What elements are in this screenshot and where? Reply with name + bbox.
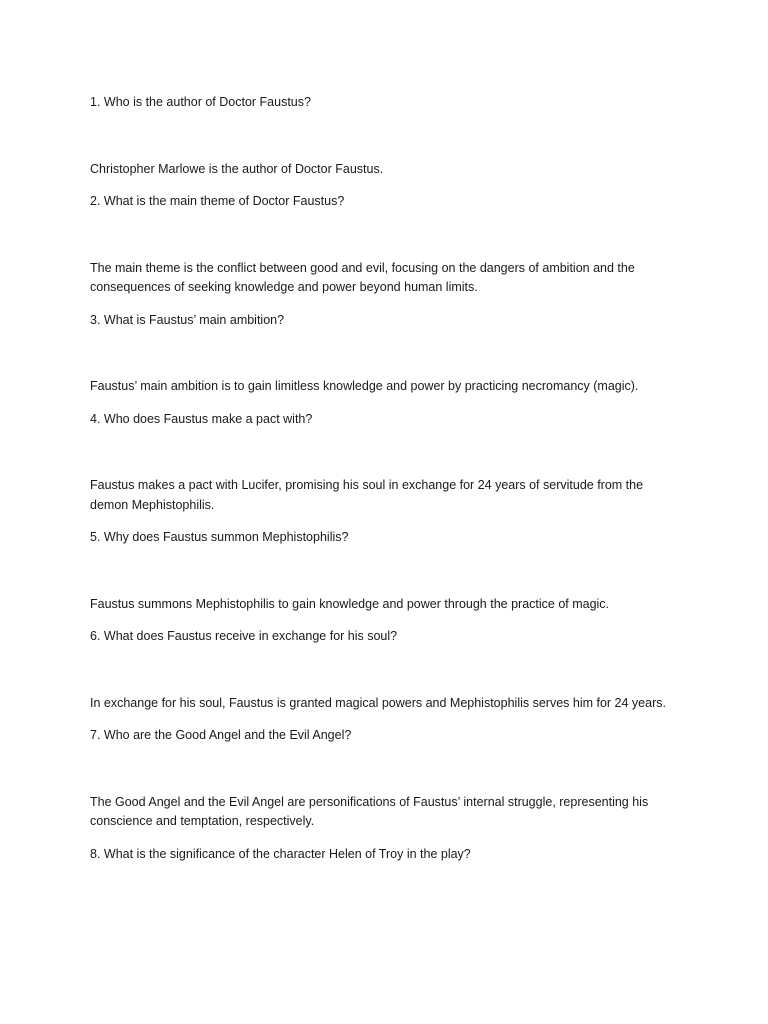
spacer <box>90 429 680 476</box>
spacer <box>90 647 680 694</box>
spacer <box>90 515 680 528</box>
question-3: 3. What is Faustus’ main ambition? <box>90 312 285 327</box>
answer-7: The Good Angel and the Evil Angel are personifications of Faustus’ internal struggle, representing his conscience and temptation, respectively. <box>90 794 649 828</box>
spacer <box>90 832 680 845</box>
question-1: 1. Who is the author of Doctor Faustus? <box>90 95 311 109</box>
spacer <box>90 397 680 410</box>
spacer <box>90 548 680 595</box>
spacer <box>90 713 680 726</box>
question-7: 7. Who are the Good Angel and the Evil Angel? <box>90 728 352 742</box>
spacer <box>90 179 680 192</box>
answer-1: Christopher Marlowe is the author of Doctor Faustus. <box>90 161 384 176</box>
question-4: 4. Who does Faustus make a pact with? <box>90 411 313 426</box>
answer-3: Faustus’ main ambition is to gain limitless knowledge and power by practicing necromancy (magic). <box>90 379 639 393</box>
spacer <box>90 212 680 259</box>
question-6: 6. What does Faustus receive in exchange for his soul? <box>90 629 398 643</box>
answer-4: Faustus makes a pact with Lucifer, promising his soul in exchange for 24 years of servitude from the demon Mephistophilis. <box>90 478 644 512</box>
spacer <box>90 298 680 311</box>
spacer <box>90 614 680 627</box>
spacer <box>90 330 680 377</box>
spacer <box>90 113 680 160</box>
answer-2: The main theme is the conflict between good and evil, focusing on the dangers of ambition and the consequences of seeking knowledge and power beyond human limits. <box>90 260 635 294</box>
answer-6: In exchange for his soul, Faustus is granted magical powers and Mephistophilis serves him for 24 years. <box>90 695 666 710</box>
question-2: 2. What is the main theme of Doctor Faustus? <box>90 194 345 208</box>
question-8: 8. What is the significance of the character Helen of Troy in the play? <box>90 846 471 861</box>
document-body <box>90 93 680 864</box>
answer-5: Faustus summons Mephistophilis to gain knowledge and power through the practice of magic. <box>90 596 610 611</box>
spacer <box>90 746 680 793</box>
question-5: 5. Why does Faustus summon Mephistophilis? <box>90 530 349 544</box>
